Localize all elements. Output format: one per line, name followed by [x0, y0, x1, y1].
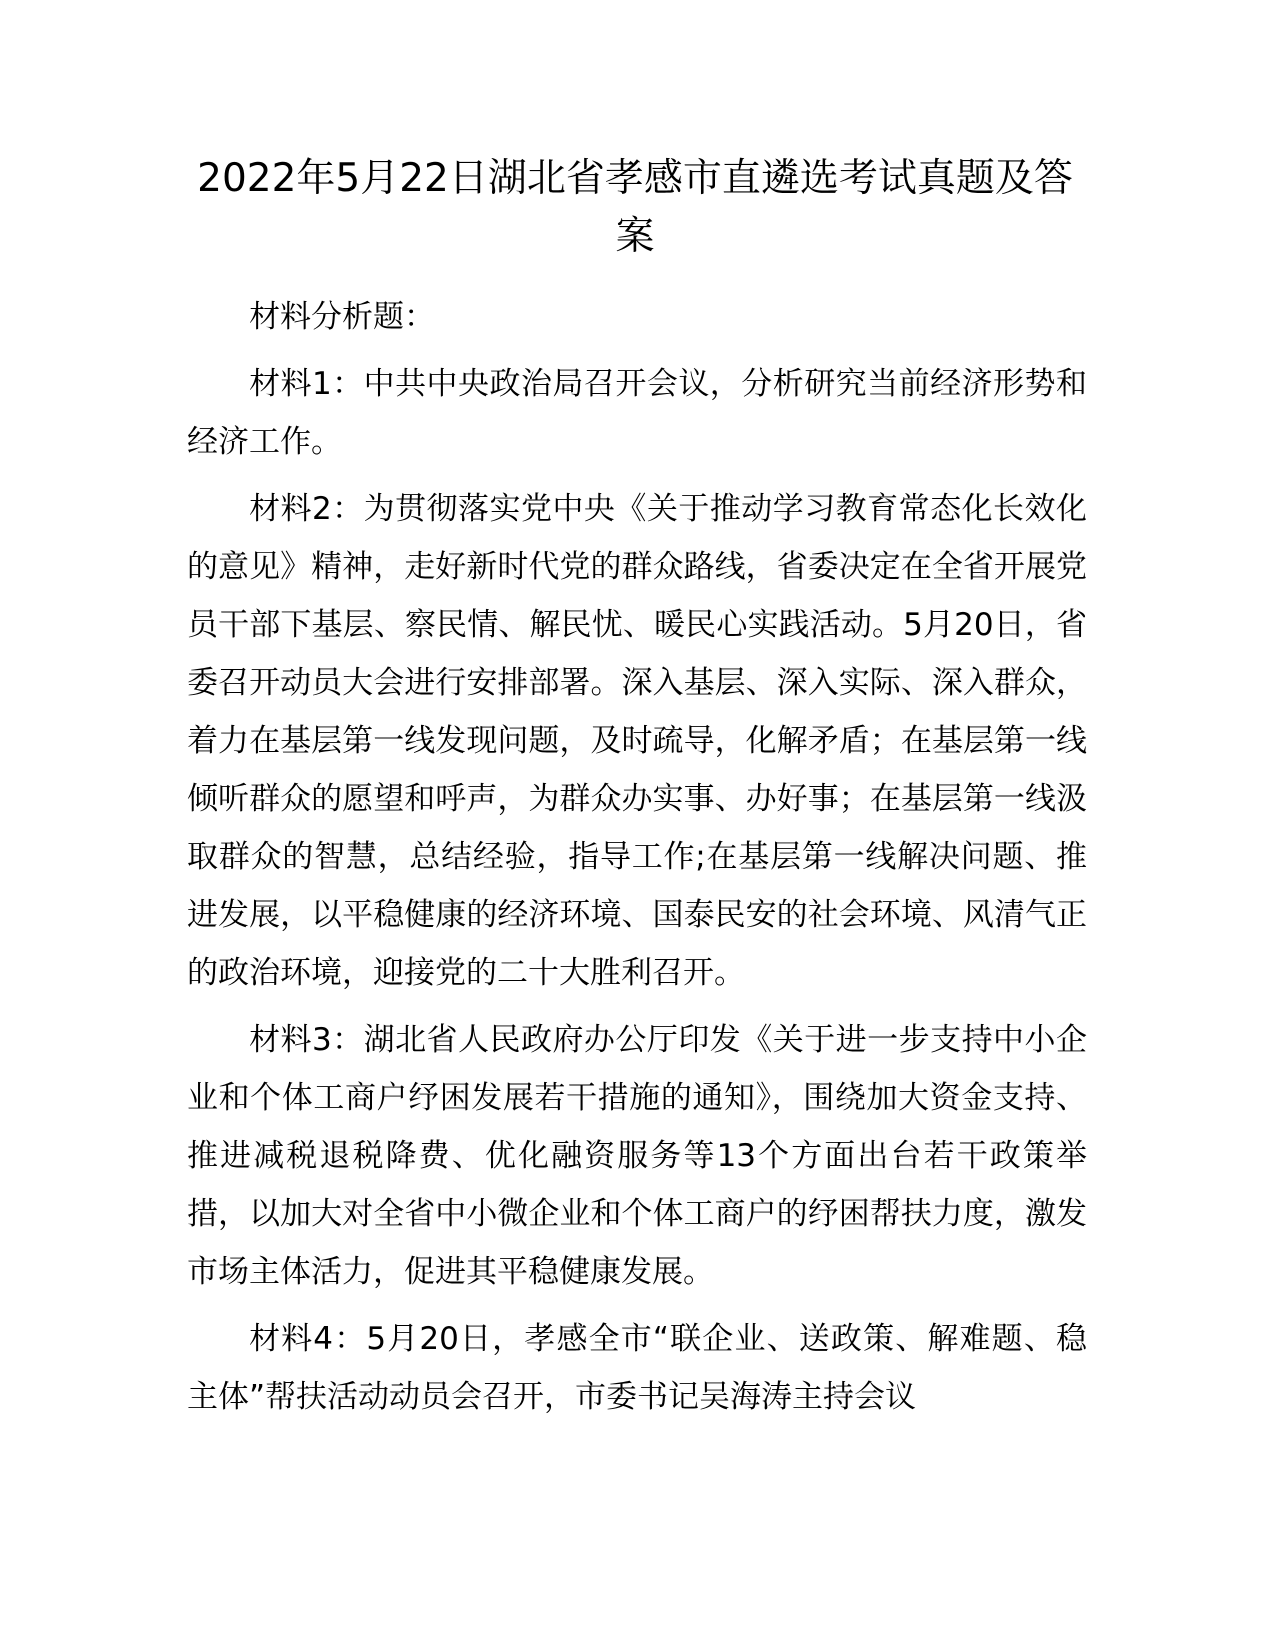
paragraph-material-2: 材料2：为贯彻落实党中央《关于推动学习教育常态化长效化的意见》精神，走好新时代党的群众路线，省委决定在全省开展党员干部下基层、察民情、解民忧、暖民心实践活动。5月20日，省委召开动员大会进行安排部署。深入基层、深入实际、深入群众，着力在基层第一线发现问题，及时疏导，化解矛盾；在基层第一线倾听群众的愿望和呼声，为群众办实事、办好事；在基层第一线汲取群众的智慧，总结经验，指导工作;在基层第一线解决问题、推进发展，以平稳健康的经济环境、国泰民安的社会环境、风清气正的政治环境，迎接党的二十大胜利召开。	[187, 491, 1087, 991]
paragraph-material-4: 材料4：5月20日，孝感全市“联企业、送政策、解难题、稳主体”帮扶活动动员会召开，市委书记吴海涛主持会议	[187, 1321, 1087, 1415]
document-title: 2022年5月22日湖北省孝感市直遴选考试真题及答案	[197, 156, 1073, 259]
paragraph-material-3: 材料3：湖北省人民政府办公厅印发《关于进一步支持中小企业和个体工商户纾困发展若干措施的通知》，围绕加大资金支持、推进减税退税降费、优化融资服务等13个方面出台若干政策举措，以加大对全省中小微企业和个体工商户的纾困帮扶力度，激发市场主体活力，促进其平稳健康发展。	[187, 1022, 1087, 1290]
document-body	[187, 288, 1087, 1435]
paragraph-section-heading: 材料分析题：	[249, 299, 435, 335]
paragraph-material-1: 材料1：中共中央政治局召开会议，分析研究当前经济形势和经济工作。	[187, 366, 1087, 460]
